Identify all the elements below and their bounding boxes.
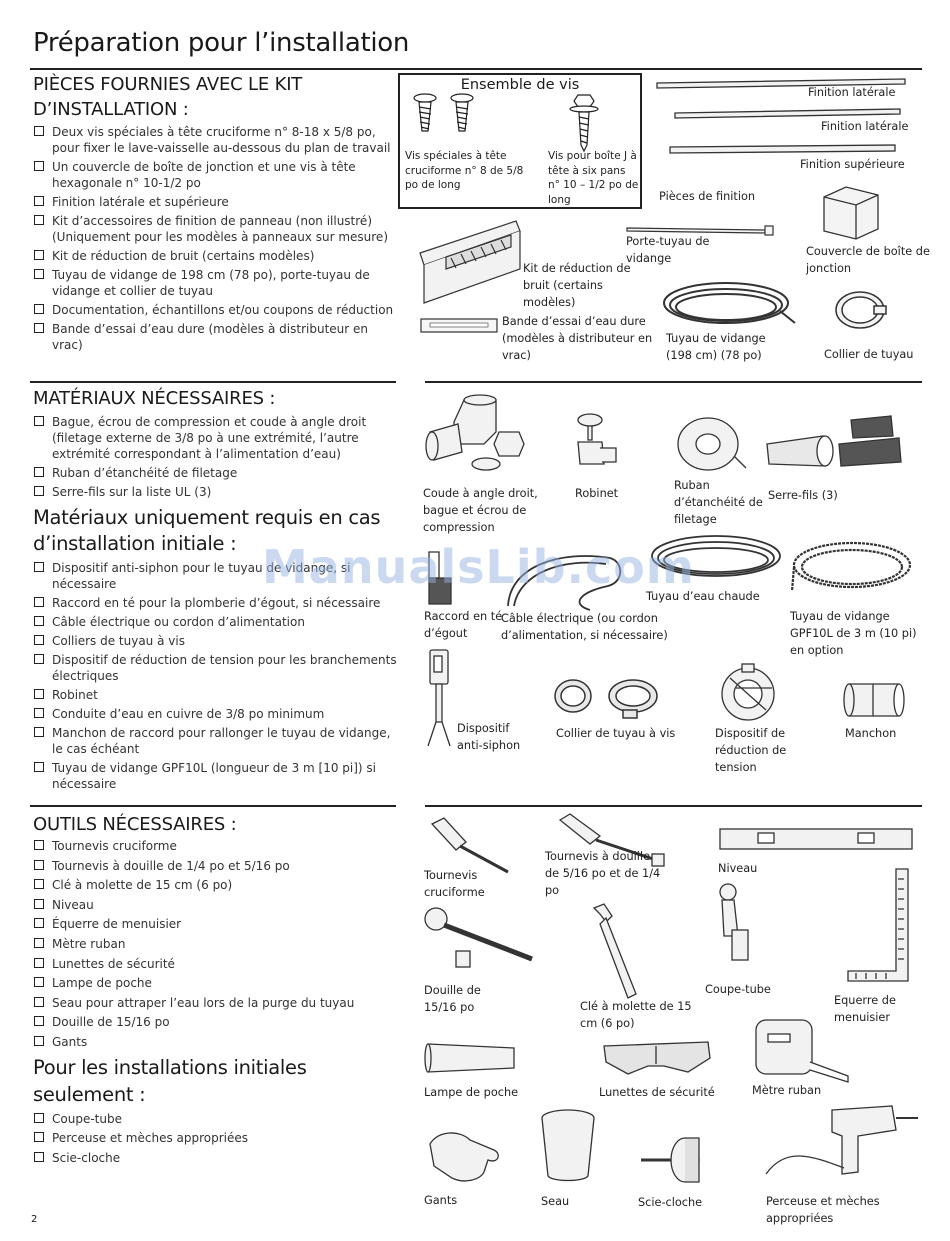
drain-hose-coil-icon — [660, 277, 800, 337]
checkbox[interactable] — [34, 938, 44, 948]
tools-heading: OUTILS NÉCESSAIRES : — [33, 814, 237, 835]
checkbox[interactable] — [34, 997, 44, 1007]
initial-material-item[interactable]: Conduite d’eau en cuivre de 3/8 po minimum — [33, 706, 403, 722]
material-item[interactable]: Ruban d’étanchéité de filetage — [33, 465, 403, 481]
checkbox[interactable] — [34, 958, 44, 968]
screw-left-label: Vis spéciales à tête cruciforme n° 8 de 5/8 po de long — [405, 150, 524, 191]
page-title: Préparation pour l’installation — [33, 28, 410, 58]
tube-cutter-icon — [712, 880, 762, 970]
page-number: 2 — [31, 1214, 38, 1225]
square-label: Equerre de menuisier — [834, 994, 896, 1024]
tool-item[interactable]: Tournevis cruciforme — [33, 838, 403, 854]
hard-water-strip-label: Bande d’essai d’eau dure (modèles à distributeur en vrac) — [502, 315, 653, 362]
initial-tool-item[interactable]: Scie-cloche — [33, 1150, 403, 1166]
screw-right-label: Vis pour boîte J à tête à six pans n° 10 – 1/2 po de long — [548, 150, 639, 206]
tool-item[interactable]: Équerre de menuisier — [33, 916, 403, 932]
socket-wrench-icon — [422, 905, 542, 975]
trim-pieces-label: Pièces de finition — [659, 190, 756, 203]
gloves-label: Gants — [424, 1194, 458, 1207]
checkbox[interactable] — [34, 1036, 44, 1046]
tool-item[interactable]: Niveau — [33, 897, 403, 913]
tool-item[interactable]: Seau pour attraper l’eau lors de la purge du tuyau — [33, 995, 403, 1011]
checkbox[interactable] — [34, 977, 44, 987]
materials-rule-left — [30, 381, 396, 383]
valve-icon — [572, 412, 622, 482]
checkbox[interactable] — [34, 215, 44, 225]
checkbox[interactable] — [34, 616, 44, 626]
gpf10l-hose-icon — [790, 537, 920, 607]
level-label: Niveau — [718, 862, 758, 875]
top-trim-label: Finition supérieure — [800, 158, 905, 171]
level-icon — [718, 825, 918, 855]
title-rule — [30, 68, 922, 70]
tool-item[interactable]: Lunettes de sécurité — [33, 956, 403, 972]
hole-saw-label: Scie-cloche — [638, 1196, 703, 1209]
wire-nuts-label: Serre-fils (3) — [768, 489, 838, 502]
gloves-icon — [424, 1124, 514, 1194]
elbow-fitting-icon — [424, 392, 534, 482]
hole-saw-icon — [637, 1130, 717, 1190]
kit-item[interactable]: Documentation, échantillons et/ou coupons de réduction — [33, 302, 399, 318]
kit-checklist — [33, 124, 399, 353]
screw-set-box — [398, 73, 642, 209]
materials-rule-right — [425, 381, 922, 383]
kit-item[interactable]: Kit d’accessoires de finition de panneau (non illustré) (Uniquement pour les modèles à panneaux sur mesure) — [33, 213, 399, 245]
checkbox[interactable] — [34, 1113, 44, 1123]
initial-material-item[interactable]: Robinet — [33, 687, 403, 703]
flashlight-label: Lampe de poche — [424, 1086, 519, 1099]
tool-item[interactable]: Clé à molette de 15 cm (6 po) — [33, 877, 403, 893]
tools-checklist — [33, 838, 403, 1050]
noise-kit-icon — [416, 213, 526, 308]
checkbox[interactable] — [34, 708, 44, 718]
cable-label: Câble électrique (ou cordon d’alimentation, si nécessaire) — [501, 612, 668, 642]
initial-material-item[interactable]: Câble électrique ou cordon d’alimentation — [33, 614, 403, 630]
bucket-label: Seau — [541, 1195, 570, 1208]
watermark: ManualsLib.com — [262, 540, 695, 594]
checkbox[interactable] — [34, 269, 44, 279]
elbow-label: Coude à angle droit, bague et écrou de compression — [423, 487, 538, 534]
checkbox[interactable] — [34, 899, 44, 909]
checkbox[interactable] — [34, 689, 44, 699]
tools-initial-heading: Pour les installations initiales seulement : — [33, 1055, 307, 1106]
noise-kit-label: Kit de réduction de bruit (certains modèles) — [523, 262, 631, 309]
bucket-icon — [538, 1106, 598, 1186]
wrench-label: Clé à molette de 15 cm (6 po) — [580, 1000, 692, 1030]
kit-section — [33, 72, 393, 356]
tools-section — [33, 812, 403, 1169]
strain-relief-label: Dispositif de réduction de tension — [715, 727, 787, 774]
kit-item[interactable]: Tuyau de vidange de 198 cm (78 po), porte-tuyau de vidange et collier de tuyau — [33, 267, 399, 299]
checkbox[interactable] — [34, 597, 44, 607]
drain-hose-label: Tuyau de vidange (198 cm) (78 po) — [666, 332, 766, 362]
hose-clamp-icon — [832, 286, 888, 336]
checkbox[interactable] — [34, 840, 44, 850]
glasses-label: Lunettes de sécurité — [599, 1086, 715, 1099]
checkbox[interactable] — [34, 467, 44, 477]
drain-hose-holder-label: Porte-tuyau de vidange — [626, 235, 710, 265]
wire-nuts-icon — [763, 414, 908, 474]
checkbox[interactable] — [34, 304, 44, 314]
kit-item[interactable]: Deux vis spéciales à tête cruciforme n° 8-18 x 5/8 po, pour fixer le lave-vaisselle au-dessous du plan de travail — [33, 124, 399, 156]
tools-initial-checklist — [33, 1111, 403, 1166]
initial-material-item[interactable]: Raccord en té pour la plomberie d’égout, si nécessaire — [33, 595, 403, 611]
checkbox[interactable] — [34, 1132, 44, 1142]
material-item[interactable]: Bague, écrou de compression et coude à angle droit (filetage externe de 3/8 po à une extrémité, l’autre extrémité correspondant à l’alimentation d’eau) — [33, 414, 403, 462]
checkbox[interactable] — [34, 635, 44, 645]
checkbox[interactable] — [34, 416, 44, 426]
anti-siphon-icon — [426, 648, 456, 748]
hard-water-strip-icon — [420, 318, 500, 334]
tool-item[interactable]: Mètre ruban — [33, 936, 403, 952]
tool-item[interactable]: Lampe de poche — [33, 975, 403, 991]
tool-item[interactable]: Tournevis à douille de 1/4 po et 5/16 po — [33, 858, 403, 874]
tools-rule-right — [425, 805, 922, 807]
tee-label: Raccord en té d’égout — [424, 610, 503, 640]
checkbox[interactable] — [34, 918, 44, 928]
checkbox[interactable] — [34, 762, 44, 772]
safety-glasses-icon — [598, 1036, 718, 1086]
drill-icon — [762, 1096, 922, 1186]
side-trim-label-1: Finition latérale — [808, 86, 896, 99]
checkbox[interactable] — [34, 562, 44, 572]
nut-driver-label: Tournevis à douille de 5/16 po et de 1/4 po — [545, 850, 661, 897]
socket-label: Douille de 15/16 po — [424, 984, 481, 1014]
tool-item[interactable]: Gants — [33, 1034, 403, 1050]
checkbox[interactable] — [34, 1016, 44, 1026]
initial-material-item[interactable]: Colliers de tuyau à vis — [33, 633, 403, 649]
initial-material-item[interactable]: Tuyau de vidange GPF10L (longueur de 3 m [10 pi]) si nécessaire — [33, 760, 403, 792]
junction-box-cover-label: Couvercle de boîte de jonction — [806, 245, 930, 275]
checkbox[interactable] — [34, 323, 44, 333]
coupling-label: Manchon — [845, 727, 897, 740]
tool-item[interactable]: Douille de 15/16 po — [33, 1014, 403, 1030]
checkbox[interactable] — [34, 654, 44, 664]
tools-rule-left — [30, 805, 396, 807]
junction-box-cover-icon — [818, 185, 888, 245]
tape-measure-icon — [752, 1014, 852, 1084]
tape-measure-label: Mètre ruban — [752, 1084, 822, 1097]
adjustable-wrench-icon — [590, 902, 650, 1002]
initial-material-item[interactable]: Dispositif de réduction de tension pour les branchements électriques — [33, 652, 403, 684]
screw-clamps-icon — [553, 672, 663, 722]
flashlight-icon — [424, 1038, 524, 1078]
initial-tool-item[interactable]: Perceuse et mèches appropriées — [33, 1130, 403, 1146]
hose-clamp-label: Collier de tuyau — [824, 348, 914, 361]
screw-clamp-label: Collier de tuyau à vis — [556, 727, 676, 740]
initial-material-item[interactable]: Manchon de raccord pour rallonger le tuyau de vidange, le cas échéant — [33, 725, 403, 757]
tape-roll-icon — [674, 416, 749, 476]
checkbox[interactable] — [34, 196, 44, 206]
tape-label: Ruban d’étanchéité de filetage — [674, 479, 763, 526]
checkbox[interactable] — [34, 161, 44, 171]
tube-cutter-label: Coupe-tube — [705, 983, 771, 996]
checkbox[interactable] — [34, 727, 44, 737]
phillips-label: Tournevis cruciforme — [424, 869, 485, 899]
checkbox[interactable] — [34, 486, 44, 496]
material-item[interactable]: Serre-fils sur la liste UL (3) — [33, 484, 403, 500]
materials-checklist — [33, 414, 403, 500]
drill-label: Perceuse et mèches appropriées — [766, 1195, 880, 1225]
checkbox[interactable] — [34, 860, 44, 870]
side-trim-label-2: Finition latérale — [821, 120, 909, 133]
kit-heading-line1: PIÈCES FOURNIES AVEC LE KIT — [33, 74, 303, 95]
anti-siphon-label: Dispositif anti-siphon — [457, 722, 521, 752]
kit-item[interactable]: Kit de réduction de bruit (certains modèles) — [33, 248, 399, 264]
kit-item[interactable]: Un couvercle de boîte de jonction et une vis à tête hexagonale n° 10-1/2 po — [33, 159, 399, 191]
gpf10l-label: Tuyau de vidange GPF10L de 3 m (10 pi) en option — [790, 610, 917, 657]
initial-material-item[interactable]: Dispositif anti-siphon pour le tuyau de vidange, si nécessaire — [33, 560, 403, 592]
strain-relief-icon — [716, 658, 786, 728]
screw-set-title: Ensemble de vis — [460, 77, 580, 93]
framing-square-icon — [846, 865, 916, 985]
kit-item[interactable]: Finition latérale et supérieure — [33, 194, 399, 210]
kit-item[interactable]: Bande d’essai d’eau dure (modèles à distributeur en vrac) — [33, 321, 399, 353]
checkbox[interactable] — [34, 250, 44, 260]
initial-tool-item[interactable]: Coupe-tube — [33, 1111, 403, 1127]
coupling-icon — [843, 680, 913, 720]
kit-heading-line2: D’INSTALLATION : — [33, 99, 189, 120]
hot-water-label: Tuyau d’eau chaude — [646, 590, 760, 603]
materials-initial-heading: Matériaux uniquement requis en cas d’installation initiale : — [33, 506, 381, 555]
checkbox[interactable] — [34, 879, 44, 889]
materials-heading: MATÉRIAUX NÉCESSAIRES : — [33, 388, 276, 409]
valve-label: Robinet — [575, 487, 619, 500]
checkbox[interactable] — [34, 1152, 44, 1162]
materials-initial-checklist — [33, 560, 403, 792]
checkbox[interactable] — [34, 126, 44, 136]
